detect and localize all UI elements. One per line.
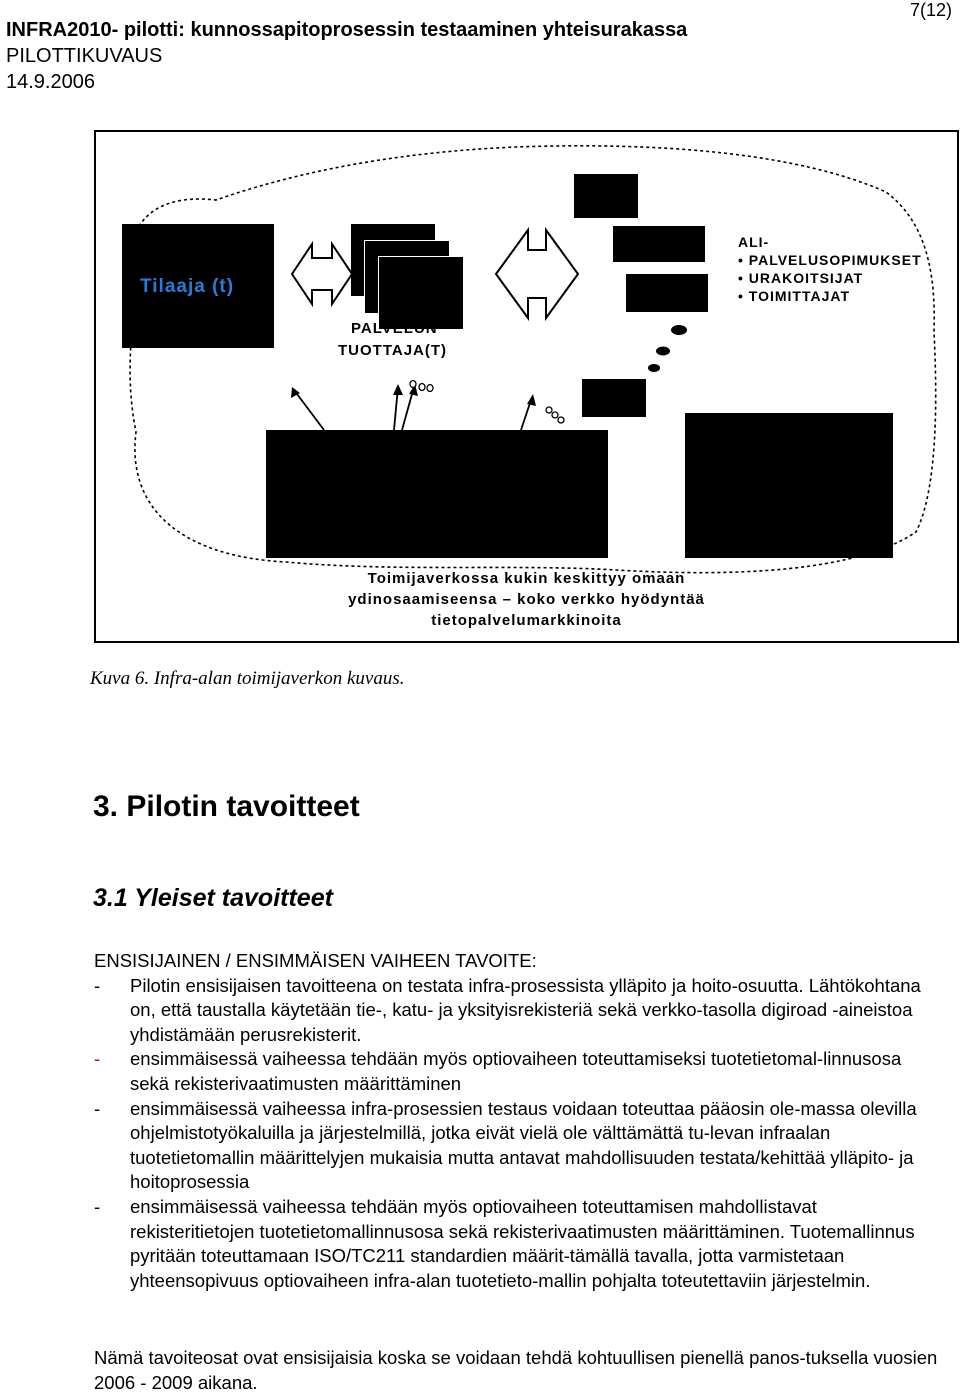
double-arrow-right <box>496 230 578 318</box>
document-subtitle: PILOTTIKUVAUS <box>6 45 163 67</box>
goals-block <box>94 949 944 1293</box>
goal-item <box>94 1195 944 1293</box>
producer-label-2: TUOTTAJA(T) <box>338 342 448 359</box>
goal-text: ensimmäisessä vaiheessa infra-prosessien testaus voidaan toteuttaa pääosin ole-massa olevilla ohjelmistotyökaluilla ja järjestelmillä, jotka eivät vielä ole välttämättä tu-levan infraalan tuotetietomallin määrittelyjen mukaisia mutta antavat mahdollisuuden testata/kehittää ylläpito- ja hoitoprosessia <box>130 1097 917 1193</box>
figure-note-line: Toimijaverkossa kukin keskittyy omaan <box>367 570 686 587</box>
subcontractor-box-4 <box>582 379 646 417</box>
figure-graphics <box>96 132 959 643</box>
goal-dash: - <box>94 974 101 996</box>
sub-item: • URAKOITSIJAT <box>738 270 864 286</box>
document-date: 14.9.2006 <box>6 71 95 93</box>
client-label: Tilaaja (t) <box>140 276 235 297</box>
goal-item <box>94 1047 944 1096</box>
info-market-box <box>685 413 893 558</box>
producer-label-1: PALVELUN <box>351 320 438 337</box>
goal-dash: - <box>94 1195 101 1217</box>
figure-note-line: tietopalvelumarkkinoita <box>431 612 622 629</box>
producer-box-3 <box>378 256 464 330</box>
goals-intro: ENSISIJAINEN / ENSIMMÄISEN VAIHEEN TAVOITE: <box>94 950 537 971</box>
goal-text: ensimmäisessä vaiheessa tehdään myös optiovaiheen toteuttamiseksi tuotetietomal-linnusosa sekä rekisterivaatimusten määrittäminen <box>130 1048 902 1094</box>
knowledge-box <box>266 430 608 558</box>
goal-text: ensimmäisessä vaiheessa tehdään myös optiovaiheen toteuttamisen mahdollistavat rekisteritietojen tuotetietomallinnusosa sekä rekisterivaatimusten määrittäminen. Tuotemallinnus pyritään toteuttamaan ISO/TC211 standardien määrit-tämällä tavalla, jotta varmistetaan yhteensopivuus optiovaiheen infra-alan tuotetieto-mallin pohjalta toteutettaviin järjestelmin. <box>130 1195 915 1291</box>
goal-dash: - <box>94 1048 101 1070</box>
goal-dash: - <box>94 1097 101 1119</box>
document-title: INFRA2010- pilotti: kunnossapitoprosessin testaaminen yhteisurakassa <box>6 19 688 41</box>
subcontractor-box-3 <box>626 274 708 312</box>
sub-item: • TOIMITTAJAT <box>738 288 851 304</box>
sub-item: • PALVELUSOPIMUKSET <box>738 252 922 268</box>
network-figure <box>94 130 959 643</box>
section-heading: 3. Pilotin tavoitteet <box>93 790 360 823</box>
page-number: 7(12) <box>909 0 952 20</box>
figure-note-line: ydinosaamiseensa – koko verkko hyödyntää <box>348 591 705 608</box>
subsection-heading: 3.1 Yleiset tavoitteet <box>93 884 333 912</box>
closing-paragraph: Nämä tavoiteosat ovat ensisijaisia koska se voidaan tehdä kohtuullisen pienellä panos-tuksella vuosien 2006 - 2009 aikana. <box>94 1347 938 1393</box>
subcontractor-box-2 <box>613 226 705 262</box>
double-arrow-left <box>292 244 352 304</box>
sub-title: ALI- <box>738 234 770 250</box>
figure-caption: Kuva 6. Infra-alan toimijaverkon kuvaus. <box>90 668 405 689</box>
goal-text: Pilotin ensisijaisen tavoitteena on testata infra-prosessista ylläpito ja hoito-osuutta. Lähtökohtana on, että taustalla käytetään tie-, katu- ja yksityisrekisteriä sekä verkko-tasolla digiroad -aineistoa yhdistämään perusrekisterit. <box>130 974 921 1045</box>
goal-item <box>94 974 944 1048</box>
subcontractor-box-1 <box>574 174 638 218</box>
goal-item <box>94 1097 944 1195</box>
